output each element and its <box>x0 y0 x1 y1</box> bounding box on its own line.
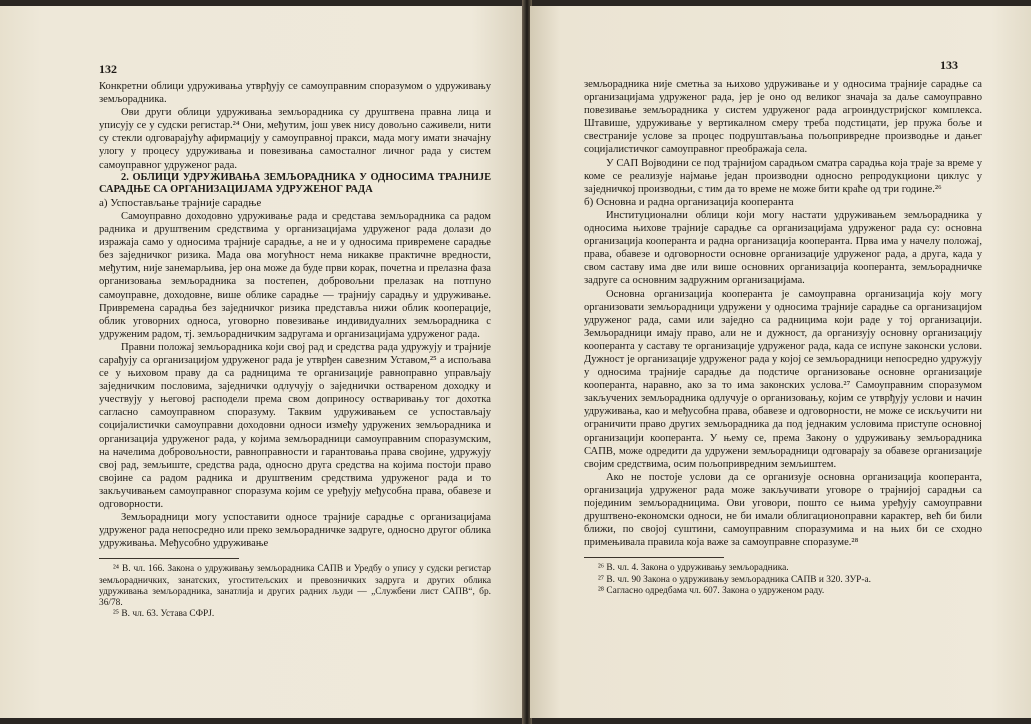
paragraph: Самоуправно доходовно удруживање рада и средстава земљорадника са радом радника и друштвеним средствима у организацијама удруженог рада долази до изражаја само у односима трајније сарадње, а не и у односима привремене сарадње без заједничког ризика. Мада ова могућност нема никакве практичне вредности, међутим, није занемарљива, јер она може да буде први корак, почетна и прелазна фаза организовања земљорадника за постепен, добровољни прелазак на потпуно самоуправне, доходовне, више облике сарадње — трајнију сарадњу и удруживање. Привремена сарадња без заједничког ризика представља нижи облик кооперације, облик уговорних односа, уговорно повезивање индивидуалних земљорадника с удруженим радом, тј. земљорадничким задругама и организацијама удруженог рада. <box>99 210 491 340</box>
footnote: ²⁴ В. чл. 166. Закона о удруживању земљорадника САПВ и Уредбу о упису у судски регистар земљорадничких, занатских, угоститељских и превозничких задруга и других облика удруживања земљорадника, занатлија и других радних људи — „Службени лист САПВ“, бр. 36/78. <box>99 564 491 608</box>
right-page <box>530 6 1031 718</box>
page-number: 133 <box>940 58 958 72</box>
right-page-text <box>584 78 982 597</box>
footnote: ²⁷ В. чл. 90 Закона о удруживању земљорадника САПВ и 320. ЗУР-а. <box>598 574 871 585</box>
footnotes <box>99 564 491 620</box>
paragraph: Ови други облици удруживања земљорадника су друштвена правна лица и уписују се у судски регистар.²⁴ Они, међутим, још увек нису довољно саживели, нити су стекли одговарајућу афирмацију у самоуправној пракси, мада могу имати значајну улогу у процесу удруживања и повезивања самосталног личног рада у систем самоуправног удруженог рада. <box>99 107 491 171</box>
footnote-divider <box>584 557 724 558</box>
section-title: 2. ОБЛИЦИ УДРУЖИВАЊА ЗЕМЉОРАДНИКА У ОДНОСИМА ТРАЈНИЈЕ САРАДЊЕ СА ОРГАНИЗАЦИЈАМА УДРУЖЕНОГ РАДА <box>99 171 491 196</box>
paragraph: Основна организација кооперанта је самоуправна организација коју могу организовати земљорадници удружени у односима трајније сарадње са организацијом удруженог рада, сами или заједно са радницима који раде у тој организацији. Земљорадници имају право, али не и дужност, да организују основну организацију кооперанта у саставу те организације удруженог рада, када се испуне законски услови. Дужност је организације удруженог рада у којој се земљорадници непосредно удружују у односима трајније сарадње да подстиче организовање основне организације кооперанта, наравно, ако за то има законских услова.²⁷ Самоуправним споразумом закључених земљорадника одлучује о организовању, којим се утврђују услови и начин удруживања, као и међусобна права, обавезе и одговорности, не може се искључити ни ограничити право других земљорадника да под једнаким условима приступе основној организацији кооперанта. У њему се, према Закону о удруживању земљорадника САПВ, може одредити да удружени земљорадници одговарају за обавезе организације својим средствима, осим пољопривредним земљиштем. <box>584 288 982 470</box>
subsection-title: а) Успостављање трајније сарадње <box>99 196 262 209</box>
paragraph: земљорадника није сметња за њихово удруживање и у односима трајније сарадње са организацијама удруженог рада, јер је оно од великог значаја за даље самоуправно повезивање земљорадника у систем удруженог рада агроиндустријског комплекса. Штавише, удруживање у вертикалном смеру треба подстицати, јер пружа боље и свестраније услове за процес подруштављања пољопривредне производње и дањег социјалистичког самоуправног преображаја села. <box>584 79 982 156</box>
footnote-divider <box>99 558 239 559</box>
left-page <box>0 6 524 718</box>
paragraph: Ако не постоје услови да се организује основна организација кооперанта, организација удруженог рада може закључивати уговоре о трајнијој сарадњи са појединим земљорадницима. Ови уговори, пошто се њима уређују самоуправни друштвено-економски односи, не би имали облигационоправни карактер, већ би били ближи, по својој суштини, самоуправним споразумима и на њих би се сходно примењивала правила која важе за самоуправне споразуме.²⁸ <box>584 471 982 549</box>
paragraph: Земљорадници могу успоставити односе трајније сарадње с организацијама удруженог рада непосредно или преко земљорадничке задруге, односно другог облика удруживања. Међусобно удруживање <box>99 512 491 550</box>
footnote: ²⁸ Сагласно одредбама чл. 607. Закона о удруженом раду. <box>598 585 825 596</box>
paragraph: У САП Војводини се под трајнијом сарадњом сматра сарадња која траје за време у коме се реализује најмање један производни односно репродукциони циклус у заједничкој производњи, с тим да то време не може бити краће од три године.²⁶ <box>584 157 982 195</box>
footnotes <box>584 563 982 597</box>
paragraph: Конкретни облици удруживања утврђују се самоуправним споразумом о удруживању земљорадника. <box>99 81 491 106</box>
left-page-text <box>99 80 491 620</box>
subsection-title: б) Основна и радна организација кооперанта <box>584 195 794 208</box>
footnote: ²⁶ В. чл. 4. Закона о удруживању земљорадника. <box>598 563 789 574</box>
paragraph: Правни положај земљорадника који свој рад и средства рада удружују и трајније сарађују са организацијом удруженог рада је утврђен савезним Уставом,²⁵ а испољава се у њиховом праву да са радницима те организације равноправно управљају заједничким пословима, заједнички одлучују о заједнички оствареном доходку и учествују у његовој расподели према свом доприносу остваривању тог дохотка сагласно самоуправном споразуму. Таквим удруживањем се успостављају социјалистички самоуправни доходовни односи између удружених земљорадника и организација удруженог рада, у којима земљорадници самоуправним споразумским, на начелима добровољности, равноправности и гарантовања права својине, удружују свој рад, земљиште, средства рада, односно друга средства на којима постоји право својине са радом радника и друштвеним средствима удруженог рада и то закључивањем самоуправног споразума којим се уређују међусобна права, обавезе и одговорности. <box>99 341 491 510</box>
paragraph: Институционални облици који могу настати удруживањем земљорадника у односима њихове трајније сарадње са организацијама удруженог рада су: основна организација кооперанта и радна организација кооперанта. Прва има у начелу положај, права, обавезе и одговорности основне организације удруженог рада, а друга, када у свом саставу има две или више основних организација кооперанта, земљорадничке задруге са основним задружним организацијама. <box>584 209 982 287</box>
page-number: 132 <box>99 62 117 76</box>
footnote: ²⁵ В. чл. 63. Устава СФРЈ. <box>113 609 215 620</box>
